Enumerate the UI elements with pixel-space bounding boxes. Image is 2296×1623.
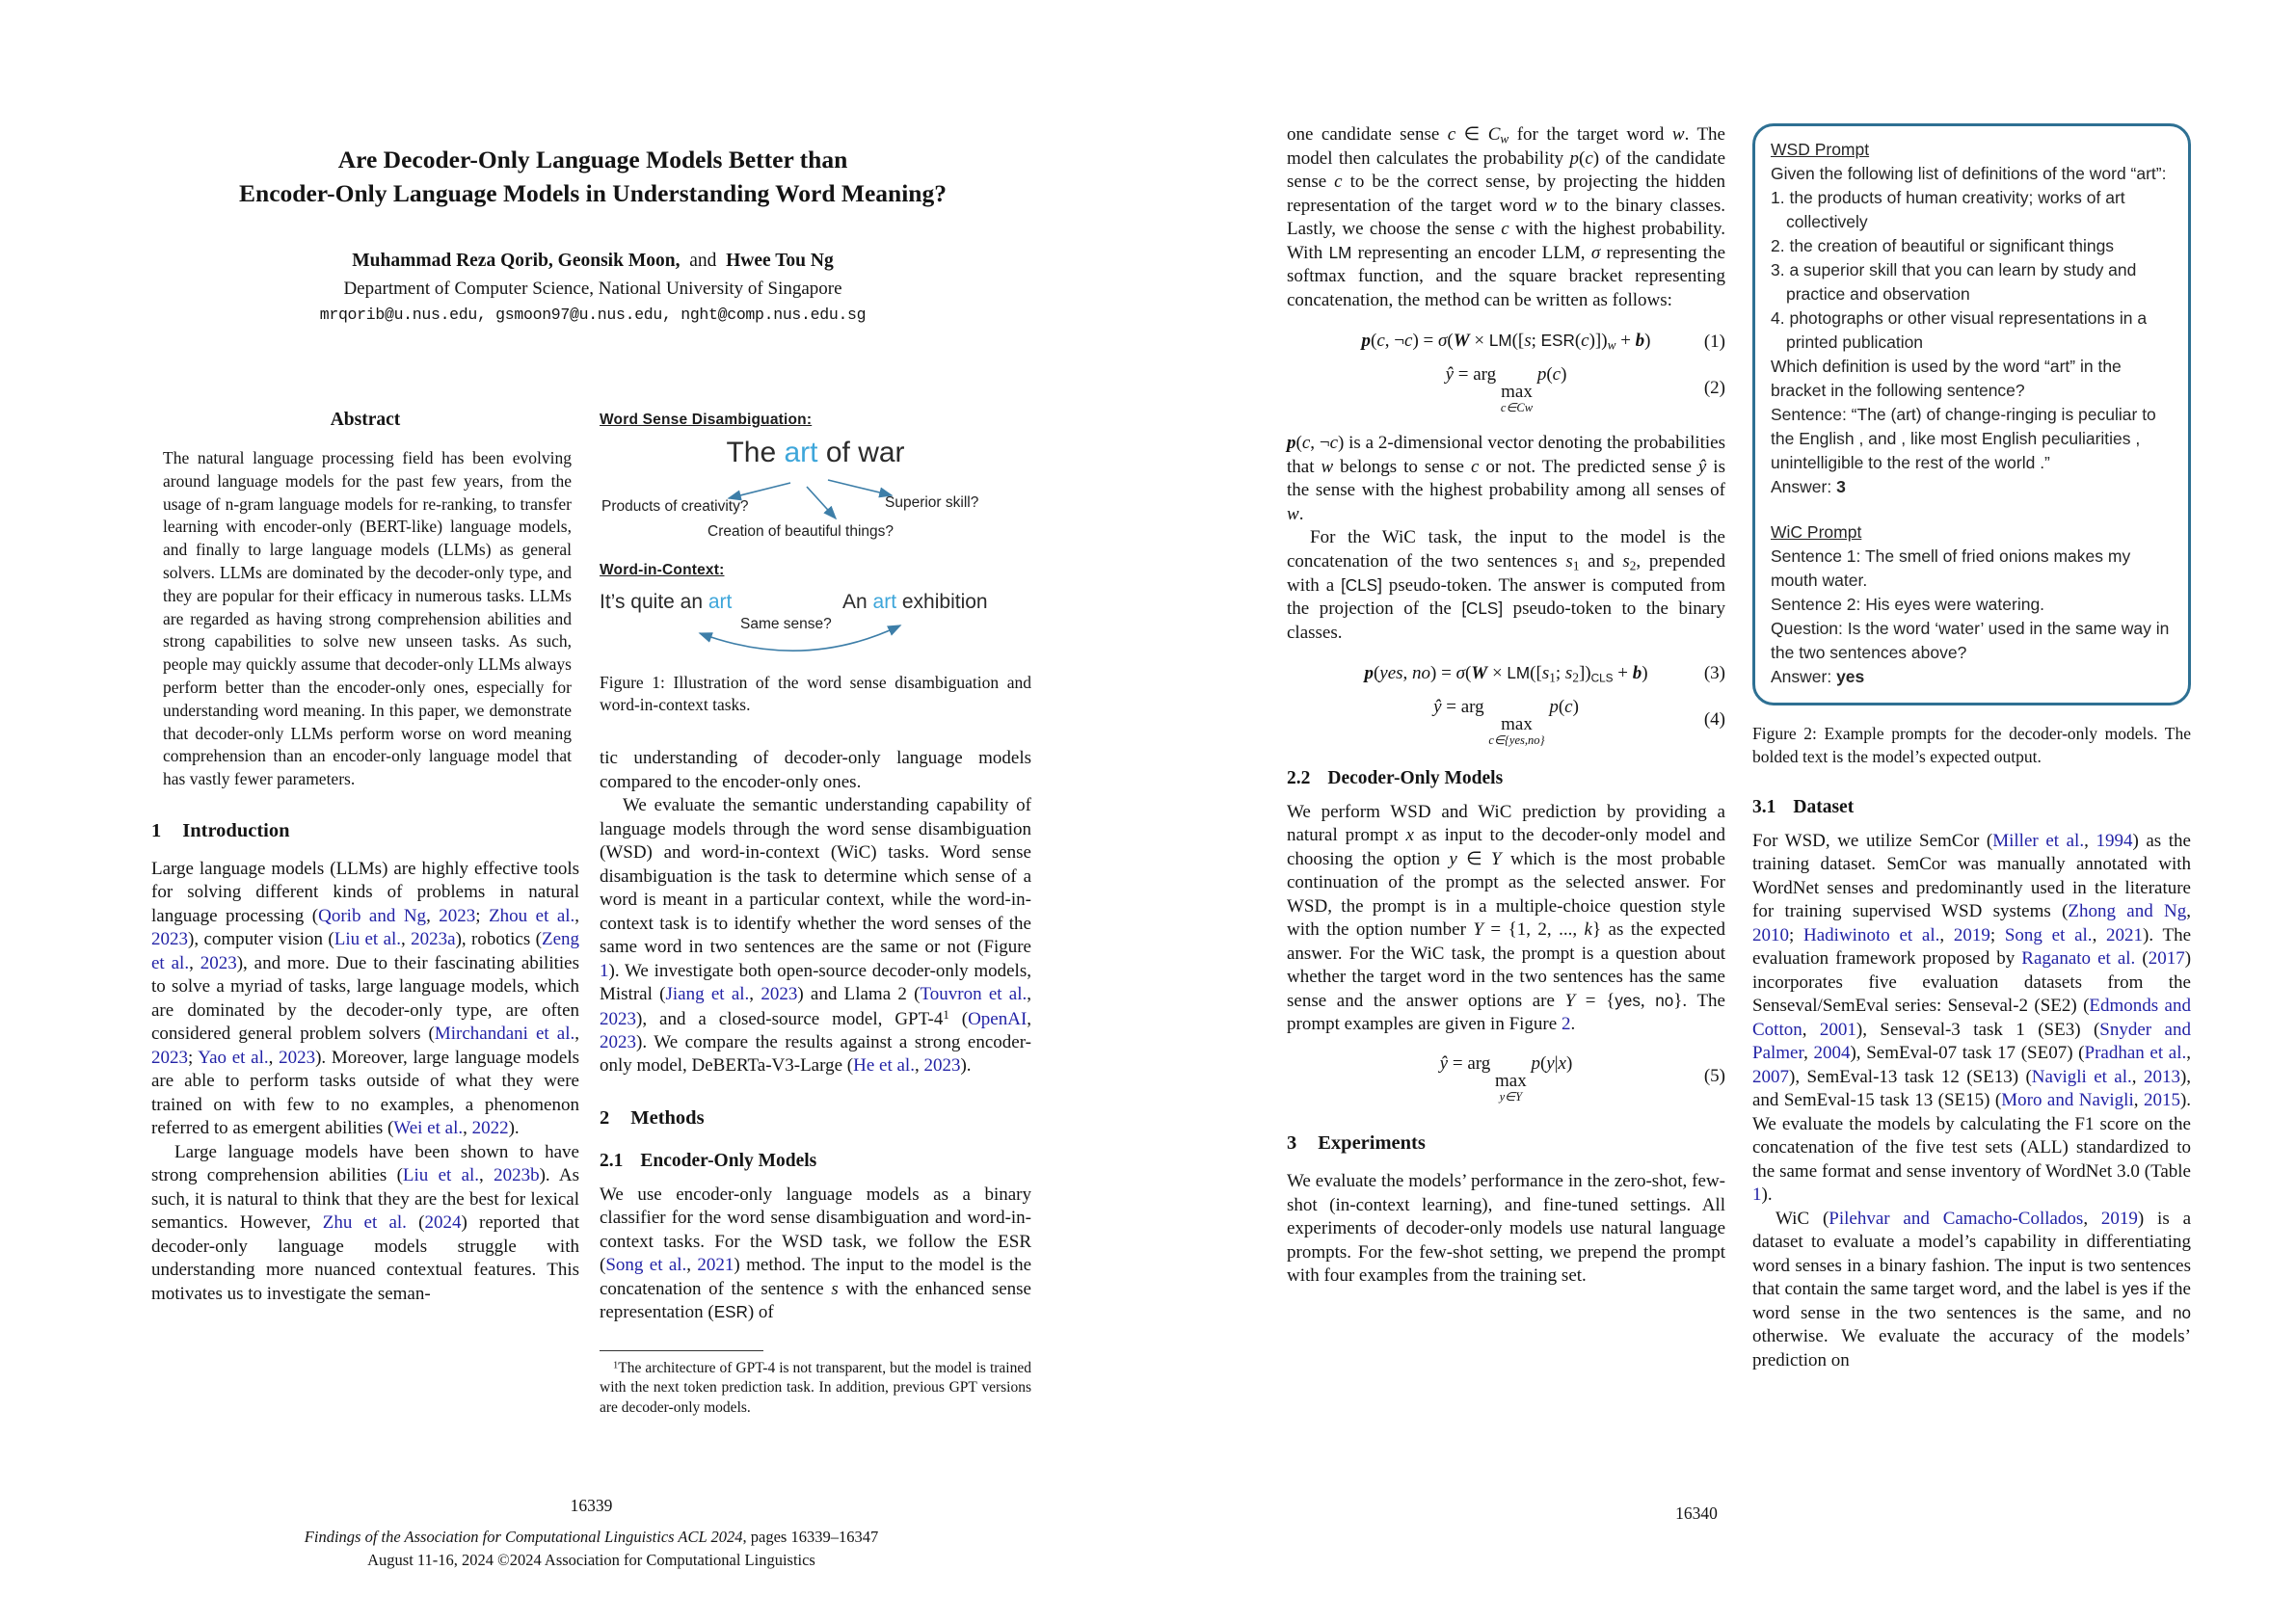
text-run: w: [1321, 456, 1334, 477]
citation-link[interactable]: Miller et al.: [1992, 830, 2085, 851]
wsd-definition-4: 4. photographs or other visual representations in a printed publication: [1771, 308, 2148, 353]
encoder-only-paragraph: We use encoder-only language models as a binary classifier for the word sense disambiguation and word-in-context tasks. For the WSD task, we follow the ESR (Song et al., 2021) method. The input to the model is the concatenation of the sentence s with the enhanced sense representation (ESR) of: [600, 1184, 1032, 1323]
citation-link[interactable]: He et al.: [853, 1055, 915, 1077]
text-run: no: [2172, 1303, 2191, 1322]
text-run: [CLS]: [1341, 575, 1382, 595]
citation-link[interactable]: Zhu et al.: [322, 1212, 407, 1234]
conference-line1: [151, 1526, 1031, 1549]
figure-1-caption: Figure 1: Illustration of the word sense disambiguation and word-in-context tasks.: [600, 673, 1031, 715]
citation-link[interactable]: 2001: [1819, 1019, 1856, 1040]
text-run: p: [1536, 364, 1547, 386]
wsd-figure-label: Word Sense Disambiguation:: [600, 412, 813, 428]
citation-link[interactable]: 2004: [1813, 1043, 1851, 1064]
text-run: w: [1544, 195, 1557, 216]
abstract-body: The natural language processing field has been evolving around language models for the past few years, from the usage of n-gram language models for re-ranking, to transfer learning with encoder-only (BERT-like) language models, and finally to large language models (LLMs) as general solvers. LLMs are dominated by the decoder-only type, and they are popular for their efficacy in numerous tasks. LLMs are regarded as having strong comprehension abilities and strong capabilities to solve new unseen tasks. As such, people may quickly assume that decoder-only LLMs always perform better than the encoder-only ones, especially for understanding word meaning. In this paper, we demonstrate that decoder-only LLMs perform worse on word meaning comprehension than an encoder-only language model that has vastly fewer parameters.: [163, 448, 572, 789]
subsection-title: Encoder-Only Models: [640, 1150, 817, 1171]
wic-figure-label: Word-in-Context:: [600, 562, 725, 578]
wsd-prompt-answer: Answer: 3: [1771, 477, 1846, 497]
citation-link[interactable]: Wei et al.: [393, 1118, 464, 1139]
citation-link[interactable]: 2015: [2143, 1090, 2180, 1111]
text-run: no: [1655, 991, 1674, 1010]
citation-link[interactable]: 2017: [2148, 948, 2185, 970]
citation-link[interactable]: 2013: [2143, 1066, 2180, 1087]
citation-link[interactable]: Hadiwinoto et al.: [1803, 924, 1940, 945]
probability-paragraph: p(c, ¬c) is a 2-dimensional vector denoting the probabilities that w belongs to sense c or not. The predicted sense ŷ is the sense with the highest probability among all senses of w.: [1287, 433, 1726, 524]
equation-1-number: (1): [1703, 331, 1725, 352]
intro-paragraph-2: Large language models have been shown to have strong comprehension abilities (Liu et al., 2023b). As such, it is natural to think that they are the best for lexical semantics. However, Zhu et al. (2024) reported that decoder-only language models struggle with understanding more nuanced contextual features. This motivates us to investigate the seman-: [151, 1141, 580, 1304]
text-run: y: [1449, 848, 1457, 869]
text-run: yes: [2122, 1280, 2149, 1299]
citation-link[interactable]: 1: [1752, 1184, 1762, 1206]
text-run: 2: [1629, 558, 1637, 573]
text-run: ESR: [1540, 332, 1575, 351]
wsd-option-left: Products of creativity?: [601, 498, 749, 515]
wic-prompt-sentence-1: Sentence 1: The smell of fried onions makes my mouth water.: [1771, 546, 2131, 591]
text-run: w: [1607, 338, 1616, 354]
citation-link[interactable]: 2023b: [494, 1165, 540, 1186]
subsection-heading-dataset: [1752, 797, 2191, 818]
citation-link[interactable]: Song et al.: [2004, 924, 2093, 945]
section-heading-experiments: [1287, 1132, 1725, 1155]
text-run: σ: [1455, 663, 1465, 684]
wic-sentence-2: An art exhibition: [842, 591, 988, 613]
figure-2-prompt-box: [1752, 123, 2191, 705]
citation-link[interactable]: Song et al.: [605, 1255, 687, 1276]
citation-link[interactable]: 2023: [151, 929, 188, 950]
conference-line2: August 11-16, 2024 ©2024 Association for Computational Linguistics: [367, 1550, 815, 1569]
section-number: 2: [600, 1106, 610, 1129]
text-run: p: [1361, 331, 1372, 352]
text-run: yes: [1836, 667, 1865, 687]
text-run: W: [1453, 331, 1470, 352]
wsd-definition-1: 1. the products of human creativity; works of art collectively: [1771, 188, 2125, 232]
citation-link[interactable]: Navigli et al.: [2031, 1066, 2132, 1087]
equation-3-number: (3): [1703, 663, 1725, 684]
dataset-paragraph-1: For WSD, we utilize SemCor (Miller et al., 1994) as the training dataset. SemCor was manually annotated with WordNet senses and predominantly used in the literature for training supervised WSD systems (Zhong and Ng, 2010; Hadiwinoto et al., 2019; Song et al., 2021). The evaluation framework proposed by Raganato et al. (2017) incorporates five evaluation datasets from the Senseval/SemEval series: Senseval-2 (SE2) (Edmonds and Cotton, 2001), Senseval-3 task 1 (SE3) (Snyder and Palmer, 2004), SemEval-07 task 17 (SE07) (Pradhan et al., 2007), SemEval-13 task 12 (SE13) (Navigli et al., 2013), and SemEval-15 task 13 (SE15) (Moro and Navigli, 2015). We evaluate the models by calculating the F1 score on the concatenation of the five test sets (ALL) standardized to the same format and sense inventory of WordNet 3.0 (Table 1).: [1752, 830, 2192, 1206]
wsd-arrow-right: [828, 480, 892, 495]
text-run: p: [1531, 1052, 1540, 1074]
citation-link[interactable]: Zeng et al.: [151, 929, 580, 973]
text-run: b: [1632, 663, 1642, 684]
text-run: ŷ: [1439, 1052, 1449, 1074]
evaluation-paragraph: We evaluate the semantic understanding capability of language models through the word sense disambiguation (WSD) and word-in-context (WiC) tasks. Word sense disambiguation is the task to determine which sense of a word is meant in a particular context, while the word-in-context task is to identify whether the word senses of the same word in two sentences are the same or not (Figure 1). We investigate both open-source decoder-only models, Mistral (Jiang et al., 2023) and Llama 2 (Touvron et al., 2023), and a closed-source model, GPT-$4^1$ (OpenAI, 2023). We compare the results against a strong encoder-only model, DeBERTa-V3-Large (He et al., 2023).: [600, 795, 1032, 1077]
wsd-option-right: Superior skill?: [885, 494, 979, 511]
text-run: ESR: [713, 1303, 748, 1322]
text-run: ŷ: [1697, 456, 1707, 477]
wsd-arrow-middle: [807, 487, 836, 519]
section-title: Methods: [630, 1106, 705, 1129]
paper-header: [183, 143, 1002, 324]
page2-footer: [1243, 1503, 2149, 1524]
subsection-heading-encoder-only: [600, 1151, 1031, 1172]
text-run: W: [1471, 663, 1488, 684]
text-run: p: [1569, 147, 1579, 169]
text-run: LM: [1488, 332, 1512, 351]
affiliation: Department of Computer Science, National University of Singapore: [343, 279, 842, 300]
figure-2-caption: Figure 2: Example prompts for the decoder-only models. The bolded text is the model’s expected output.: [1752, 724, 2191, 766]
citation-link[interactable]: Jiang et al.: [665, 984, 750, 1004]
citation-link[interactable]: 2019: [1953, 924, 1990, 945]
text-run: c: [1501, 219, 1509, 240]
equation-2-body: ŷ = arg max c∈Cw p(c): [1445, 364, 1567, 414]
text-run: Muhammad Reza Qorib, Geonsik Moon,: [352, 251, 681, 272]
text-run: LM: [1507, 664, 1531, 683]
text-run: 1: [943, 1006, 949, 1022]
citation-link[interactable]: Yao et al.: [198, 1047, 269, 1068]
intro-paragraph-1: Large language models (LLMs) are highly effective tools for solving different kinds of problems in natural language processing (Qorib and Ng, 2023; Zhou et al., 2023), computer vision (Liu et al., 2023a), robotics (Zeng et al., 2023), and more. Due to their fascinating abilities to solve a myriad of tasks, large language models, which are dominated by the decoder-only type, are often considered general problem solvers (Mirchandani et al., 2023; Yao et al., 2023). Moreover, large language models are able to perform tasks outside of what they were trained on with few to no examples, a phenomenon referred to as emergent abilities (Wei et al., 2022).: [151, 858, 580, 1139]
subsection-heading-decoder-only: [1287, 768, 1725, 789]
text-run: k: [1584, 919, 1592, 941]
wic-prompt-title: WiC Prompt: [1771, 522, 1862, 543]
equation-group-2: [1287, 660, 1725, 747]
equation-5-number: (5): [1703, 1066, 1725, 1087]
page2-number: 16340: [1675, 1503, 1718, 1523]
citation-link[interactable]: Pilehvar and Camacho-Collados: [1829, 1208, 2084, 1229]
section-heading-introduction: [151, 820, 579, 842]
equation-4-body: ŷ = arg max c∈{yes,no} p(c): [1433, 696, 1579, 747]
subsection-number: 2.1: [600, 1150, 624, 1171]
text-run: 1: [1572, 558, 1580, 573]
citation-link[interactable]: 2023: [600, 1008, 636, 1029]
text-run: c: [1376, 331, 1385, 352]
citation-link[interactable]: Qorib and Ng: [318, 905, 427, 926]
text-run: 1: [613, 1360, 619, 1371]
abstract-heading: Abstract: [330, 410, 401, 430]
page2-column-right: [1752, 123, 2191, 1372]
text-run: s: [831, 1278, 839, 1299]
citation-link[interactable]: 2: [1561, 1014, 1571, 1035]
footnote-1: $^1$The architecture of GPT-4 is not transparent, but the model is trained with the next token prediction task. In addition, previous GPT versions are decoder-only models.: [600, 1359, 1031, 1417]
text-run: s: [1564, 663, 1573, 684]
text-run: ŷ: [1433, 696, 1442, 717]
citation-link[interactable]: 2021: [2106, 924, 2144, 945]
equation-4: [1287, 694, 1725, 747]
citation-link[interactable]: 2023: [600, 1031, 636, 1052]
wsd-prompt-title: WSD Prompt: [1771, 140, 1870, 159]
experiments-paragraph: We evaluate the models’ performance in the zero-shot, few-shot (in-context learning), and fine-tuned settings. All experiments of decoder-only models use natural language prompts. For the few-shot setting, we prepend the prompt with four examples from the training set.: [1287, 1171, 1725, 1286]
text-run: max c∈Cw: [1500, 382, 1534, 414]
decoder-only-paragraph: We perform WSD and WiC prediction by providing a natural prompt x as input to the decoder-only model and choosing the option y ∈ Y which is the most probable continuation of the prompt as the selected answer. For WSD, the prompt is in a multiple-choice question style with the option number Y = {1, 2, ..., k} as the expected answer. For the WiC task, the prompt is a question about whether the target word in the two sentences has the same sense and the answer options are Y = {yes, no}. The prompt examples are given in Figure 2.: [1287, 801, 1726, 1035]
paper-title-line2: Encoder-Only Language Models in Understanding Word Meaning?: [239, 179, 947, 208]
text-run: ŷ: [1445, 364, 1454, 386]
wic-sentence-1: It’s quite an art: [600, 591, 733, 613]
section-heading-methods: [600, 1107, 1031, 1130]
wsd-definition-3: 3. a superior skill that you can learn by study and practice and observation: [1771, 260, 2137, 305]
citation-link[interactable]: 2023: [761, 984, 798, 1004]
equation-1-body: p(c, ¬c) = σ(W × LM([s; $ESR(c)])_w + b$): [1361, 331, 1651, 354]
citation-link[interactable]: 1: [600, 960, 609, 981]
citation-link[interactable]: 2007: [1752, 1066, 1789, 1087]
text-run: max y∈Y: [1495, 1070, 1527, 1104]
citation-link[interactable]: 2010: [1752, 924, 1789, 945]
wsd-method-paragraph: one candidate sense c ∈ $C_w$ for the target word w. The model then calculates the probability p(c) of the candidate sense c to be the correct sense, by projecting the hidden representation of the target word w to the binary classes. Lastly, we choose the sense c with the highest probability. With LM representing an encoder LLM, σ representing the softmax function, and the square bracket representing concatenation, the method can be written as follows:: [1287, 124, 1726, 310]
text-run: c: [1581, 331, 1589, 352]
subsection-title: Decoder-Only Models: [1327, 767, 1504, 788]
paper-title-line1: Are Decoder-Only Language Models Better than: [337, 146, 848, 173]
wic-prompt-question: Question: Is the word ‘water’ used in the same way in the two sentences above?: [1771, 619, 2170, 663]
equation-1: [1287, 328, 1725, 356]
text-run: c: [1301, 433, 1311, 454]
citation-link[interactable]: 2023: [923, 1055, 961, 1077]
continued-paragraph: tic understanding of decoder-only language models compared to the encoder-only ones.: [600, 748, 1031, 792]
page1-footer: [151, 1496, 1031, 1572]
text-run: p: [1364, 663, 1374, 684]
citation-link[interactable]: 2023a: [411, 929, 456, 950]
text-run: Hwee Tou Ng: [726, 251, 834, 272]
section-title: Introduction: [182, 819, 290, 841]
text-run: w: [1287, 503, 1299, 524]
text-run: c: [1404, 331, 1413, 352]
text-run: art: [707, 591, 733, 613]
page1-column-left: [151, 410, 579, 1306]
section-number: 3: [1287, 1132, 1297, 1154]
wsd-prompt-sentence: Sentence: “The (art) of change-ringing is peculiar to the English , and , like most English peculiarities , unintelligible to the rest of the world .”: [1771, 405, 2156, 473]
citation-link[interactable]: Raganato et al.: [2021, 948, 2136, 970]
text-run: c: [1447, 124, 1456, 145]
equation-2: [1287, 361, 1725, 414]
equation-group-1: [1287, 328, 1725, 414]
text-run: yes: [1379, 663, 1403, 684]
text-run: s: [1524, 331, 1532, 352]
citation-link[interactable]: Moro and Navigli: [2001, 1090, 2134, 1111]
proceedings-title: Findings of the Association for Computational Linguistics ACL 2024: [304, 1528, 743, 1546]
wsd-prompt-question: Which definition is used by the word “art” in the bracket in the following sentence?: [1771, 357, 2122, 401]
section-title: Experiments: [1318, 1132, 1426, 1154]
citation-link[interactable]: 2021: [697, 1255, 734, 1276]
citation-link[interactable]: 2024: [424, 1212, 462, 1234]
text-run: x: [1558, 1052, 1566, 1074]
citation-link[interactable]: 2022: [471, 1118, 509, 1139]
text-run: Y: [1564, 990, 1576, 1011]
text-run: σ: [1590, 242, 1601, 263]
citation-link[interactable]: 2023: [279, 1047, 316, 1068]
page1-number: 16339: [570, 1496, 613, 1515]
same-sense-label: Same sense?: [740, 616, 832, 632]
text-run: no: [1412, 663, 1431, 684]
page1-column-right: [600, 410, 1031, 1419]
citation-link[interactable]: Zhou et al.: [489, 905, 575, 926]
citation-link[interactable]: 2023: [439, 905, 476, 926]
citation-link[interactable]: Zhong and Ng: [2068, 901, 2187, 922]
authors-line: Muhammad Reza Qorib, Geonsik Moon, and Hwee Tou Ng: [352, 251, 834, 272]
text-run: c: [1470, 456, 1480, 477]
conference-info: [151, 1526, 1031, 1572]
citation-link[interactable]: 2023: [200, 952, 237, 973]
text-run: art: [872, 591, 897, 613]
author-emails: mrqorib@u.nus.edu, gsmoon97@u.nus.edu, nght@comp.nus.edu.sg: [319, 306, 867, 325]
equation-3: [1287, 660, 1725, 688]
text-run: art: [784, 437, 818, 468]
text-run: 1: [1549, 670, 1556, 685]
text-run: w: [1500, 131, 1509, 146]
text-run: y: [1546, 1052, 1555, 1074]
text-run: c: [1552, 364, 1562, 386]
figure-1: [600, 410, 1031, 732]
citation-link[interactable]: 2023: [151, 1047, 188, 1068]
text-run: s: [1565, 550, 1573, 572]
wsd-example-sentence: The art of war: [726, 437, 905, 468]
text-run: s: [1541, 663, 1550, 684]
text-run: c: [1564, 696, 1573, 717]
text-run: c: [1585, 147, 1593, 169]
text-run: yes: [1615, 991, 1641, 1010]
text-run: CLS: [1590, 672, 1614, 685]
citation-link[interactable]: OpenAI: [968, 1008, 1028, 1029]
wic-prompt-answer: Answer: yes: [1771, 667, 1865, 687]
text-run: [CLS]: [1461, 599, 1504, 619]
proceedings-pages: , pages 16339–16347: [742, 1528, 879, 1546]
text-run: p: [1549, 696, 1559, 717]
citation-link[interactable]: Mirchandani et al.: [434, 1024, 575, 1045]
citation-link[interactable]: Touvron et al.: [920, 984, 1028, 1004]
text-run: Y: [1491, 848, 1502, 869]
wsd-definition-2: 2. the creation of beautiful or significant things: [1771, 236, 2115, 256]
equation-3-body: p(yes, $no) = \sigma(W \times LM([s_1$; $s_2])_{CLS} + b$): [1364, 663, 1648, 685]
citation-link[interactable]: Pradhan et al.: [2084, 1043, 2187, 1064]
citation-link[interactable]: Snyder and Palmer: [1752, 1019, 2191, 1064]
paper-title: [183, 143, 1002, 210]
text-run: 2: [1572, 670, 1579, 685]
text-run: s: [1622, 550, 1630, 572]
text-run: C: [1487, 124, 1501, 145]
subsection-number: 2.2: [1287, 767, 1311, 788]
subsection-number: 3.1: [1752, 796, 1776, 817]
footnote-block: [600, 1350, 1031, 1419]
text-run: max c∈{yes,no}: [1488, 713, 1545, 747]
section-number: 1: [151, 819, 162, 841]
citation-link[interactable]: Liu et al.: [402, 1165, 480, 1186]
wic-method-paragraph: For the WiC task, the input to the model is the concatenation of the two sentences $s_1$ and $s_2$, prepended with a [CLS] pseudo-token. The answer is computed from the projection of the [CLS] pseudo-token to the binary classes.: [1287, 527, 1725, 643]
text-run: Y: [1473, 919, 1483, 941]
equation-5: [1287, 1051, 1725, 1104]
subsection-title: Dataset: [1793, 796, 1855, 817]
page2-column-left: [1287, 123, 1725, 1289]
wsd-option-bottom: Creation of beautiful things?: [707, 523, 894, 540]
text-run: w: [1671, 124, 1685, 145]
citation-link[interactable]: Liu et al.: [334, 929, 402, 950]
equation-4-number: (4): [1703, 709, 1725, 731]
text-run: b: [1635, 331, 1645, 352]
citation-link[interactable]: 1994: [2096, 830, 2133, 851]
citation-link[interactable]: Edmonds and Cotton: [1752, 996, 2191, 1040]
equation-2-number: (2): [1703, 377, 1725, 398]
wsd-arrow-left: [729, 483, 790, 498]
equation-5-body: ŷ = arg max y∈Y p(y|x): [1439, 1052, 1573, 1104]
text-run: c: [1329, 433, 1338, 454]
text-run: LM: [1328, 243, 1352, 262]
wic-prompt-sentence-2: Sentence 2: His eyes were watering.: [1771, 595, 2045, 615]
citation-link[interactable]: 2019: [2100, 1208, 2138, 1229]
text-run: c: [1334, 172, 1343, 193]
footnote-rule: [600, 1350, 763, 1351]
dataset-paragraph-2: WiC (Pilehvar and Camacho-Collados, 2019) is a dataset to evaluate a model’s capability in differentiating word senses in a binary fashion. The input is two sentences that contain the same target word, and the label is yes if the word sense in the two sentences is the same, and no otherwise. We evaluate the accuracy of the models’ prediction on: [1752, 1208, 2191, 1370]
wsd-prompt-intro: Given the following list of definitions of the word “art”:: [1771, 164, 2167, 184]
text-run: x: [1405, 825, 1414, 846]
text-run: 3: [1836, 477, 1846, 497]
text-run: σ: [1437, 331, 1448, 352]
prompt-box-spacer: [1771, 499, 2173, 520]
text-run: p: [1287, 433, 1296, 454]
